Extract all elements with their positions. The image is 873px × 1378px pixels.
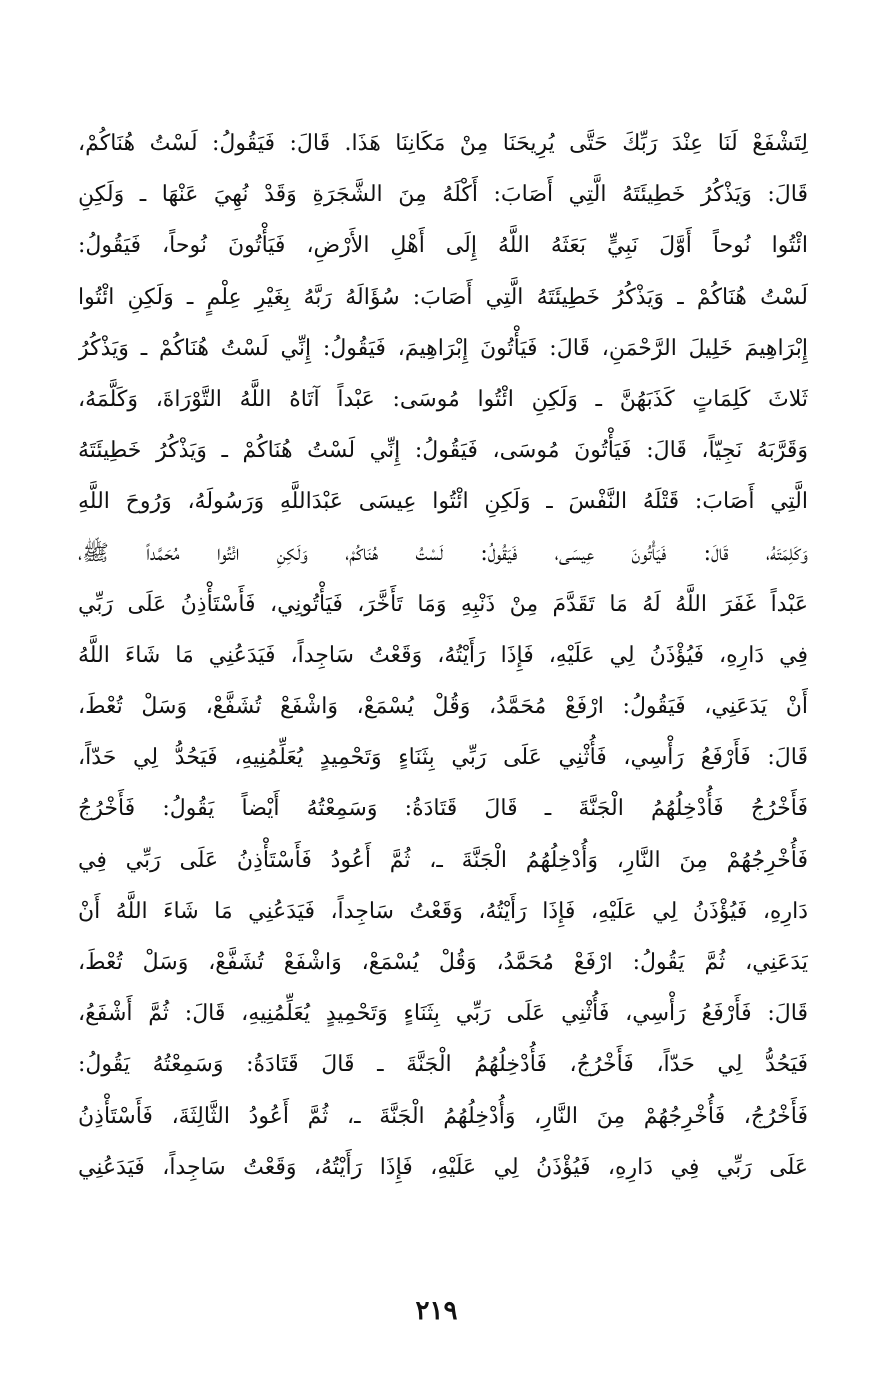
- text-line: فَيَحُدُّ لِي حَدّاً، فَأَخْرُجُ، فَأُدْخِلُهُمُ الْجَنَّةَ ـ قَالَ قَتَادَةُ: وَسَمِعْتُهُ يَقُولُ:: [78, 1052, 808, 1078]
- text-line: دَارِهِ، فَيُؤْذَنُ لِي عَلَيْهِ، فَإِذَا رَأَيْتُهُ، وَقَعْتُ سَاجِداً، فَيَدَعُنِي مَا شَاءَ اللَّهُ أَنْ: [78, 898, 808, 924]
- text-line: الَّتِي أَصَابَ: قَتْلَهُ النَّفْسَ ـ وَلَكِنِ ائْتُوا عِيسَى عَبْدَاللَّهِ وَرَسُولَهُ، وَرُوحَ اللَّهِ: [78, 489, 808, 515]
- text-line: فِي دَارِهِ، فَيُؤْذَنُ لِي عَلَيْهِ، فَإِذَا رَأَيْتُهُ، وَقَعْتُ سَاجِداً، فَيَدَعُنِي مَا شَاءَ اللَّهُ: [78, 642, 808, 668]
- text-line: قَالَ: فَأَرْفَعُ رَأْسِي، فَأُثْنِي عَلَى رَبِّي بِثَنَاءٍ وَتَحْمِيدٍ يُعَلِّمُنِيهِ، فَيَحُدُّ لِي حَدّاً،: [78, 745, 808, 771]
- text-line: ائْتُوا نُوحاً أَوَّلَ نَبِيٍّ بَعَثَهُ اللَّهُ إِلَى أَهْلِ الأَرْضِ، فَيَأْتُونَ نُوحاً، فَيَقُولُ:: [78, 233, 808, 259]
- text-line: فَأَخْرُجُ فَأُدْخِلُهُمُ الْجَنَّةَ ـ قَالَ قَتَادَةُ: وَسَمِعْتُهُ أَيْضاً يَقُولُ: فَأَخْرُجُ: [78, 796, 808, 822]
- text-line: وَكَلِمَتَهُ، قَالَ: فَيَأْتُونَ عِيسَى، فَيَقُولُ: لَسْتُ هُنَاكُمْ، وَلَكِنِ ائْتُوا مُحَمَّداً ﷺ،: [78, 540, 808, 566]
- text-line: وَقَرَّبَهُ نَجِيّاً، قَالَ: فَيَأْتُونَ مُوسَى، فَيَقُولُ: إِنِّي لَسْتُ هُنَاكُمْ ـ وَيَذْكُرُ خَطِيئَتَهُ: [78, 438, 808, 464]
- text-line: إِبْرَاهِيمَ خَلِيلَ الرَّحْمَنِ، قَالَ: فَيَأْتُونَ إِبْرَاهِيمَ، فَيَقُولُ: إِنِّي لَسْتُ هُنَاكُمْ ـ وَيَذْكُرُ: [78, 335, 808, 361]
- text-line: عَبْداً غَفَرَ اللَّهُ لَهُ مَا تَقَدَّمَ مِنْ ذَنْبِهِ وَمَا تَأَخَّرَ، فَيَأْتُونِي، فَأَسْتَأْذِنُ عَلَى رَبِّي: [78, 591, 808, 617]
- text-line: ثَلاثَ كَلِمَاتٍ كَذَبَهُنَّ ـ وَلَكِنِ ائْتُوا مُوسَى: عَبْداً آتَاهُ اللَّهُ التَّوْرَاةَ، وَكَلَّمَهُ،: [78, 386, 808, 412]
- text-line: فَأُخْرِجُهُمْ مِنَ النَّارِ، وَأُدْخِلُهُمُ الْجَنَّةَ ـ، ثُمَّ أَعُودُ فَأَسْتَأْذِنُ عَلَى رَبِّي فِي: [78, 847, 808, 873]
- text-line: يَدَعَنِي، ثُمَّ يَقُولُ: ارْفَعْ مُحَمَّدُ، وَقُلْ يُسْمَعْ، وَاشْفَعْ تُشَفَّعْ، وَسَلْ تُعْطَ،: [78, 950, 808, 975]
- page-number: ٢١٩: [415, 1296, 458, 1326]
- text-line: لِتَشْفَعْ لَنَا عِنْدَ رَبِّكَ حَتَّى يُرِيحَنَا مِنْ مَكَانِنَا هَذَا. قَالَ: فَيَقُولُ: لَسْتُ هُنَاكُمْ،: [78, 131, 808, 156]
- text-line: أَنْ يَدَعَنِي، فَيَقُولُ: ارْفَعْ مُحَمَّدُ، وَقُلْ يُسْمَعْ، وَاشْفَعْ تُشَفَّعْ، وَسَلْ تُعْطَ،: [78, 694, 808, 720]
- body-text: [78, 118, 808, 1193]
- text-line: قَالَ: فَأَرْفَعُ رَأْسِي، فَأُثْنِي عَلَى رَبِّي بِثَنَاءٍ وَتَحْمِيدٍ يُعَلِّمُنِيهِ، قَالَ: ثُمَّ أَشْفَعُ،: [78, 1001, 808, 1027]
- text-line: عَلَى رَبِّي فِي دَارِهِ، فَيُؤْذَنُ لِي عَلَيْهِ، فَإِذَا رَأَيْتُهُ، وَقَعْتُ سَاجِداً، فَيَدَعُنِي: [78, 1154, 808, 1180]
- text-line: قَالَ: وَيَذْكُرُ خَطِيئَتَهُ الَّتِي أَصَابَ: أَكْلَهُ مِنَ الشَّجَرَةِ وَقَدْ نُهِيَ عَنْهَا ـ وَلَكِنِ: [78, 182, 808, 208]
- text-line: فَأَخْرُجُ، فَأُخْرِجُهُمْ مِنَ النَّارِ، وَأُدْخِلُهُمُ الْجَنَّةَ ـ، ثُمَّ أَعُودُ الثَّالِثَةَ، فَأَسْتَأْذِنُ: [78, 1103, 808, 1129]
- text-line: لَسْتُ هُنَاكُمْ ـ وَيَذْكُرُ خَطِيئَتَهُ الَّتِي أَصَابَ: سُؤَالَهُ رَبَّهُ بِغَيْرِ عِلْمٍ ـ وَلَكِنِ ائْتُوا: [78, 284, 808, 310]
